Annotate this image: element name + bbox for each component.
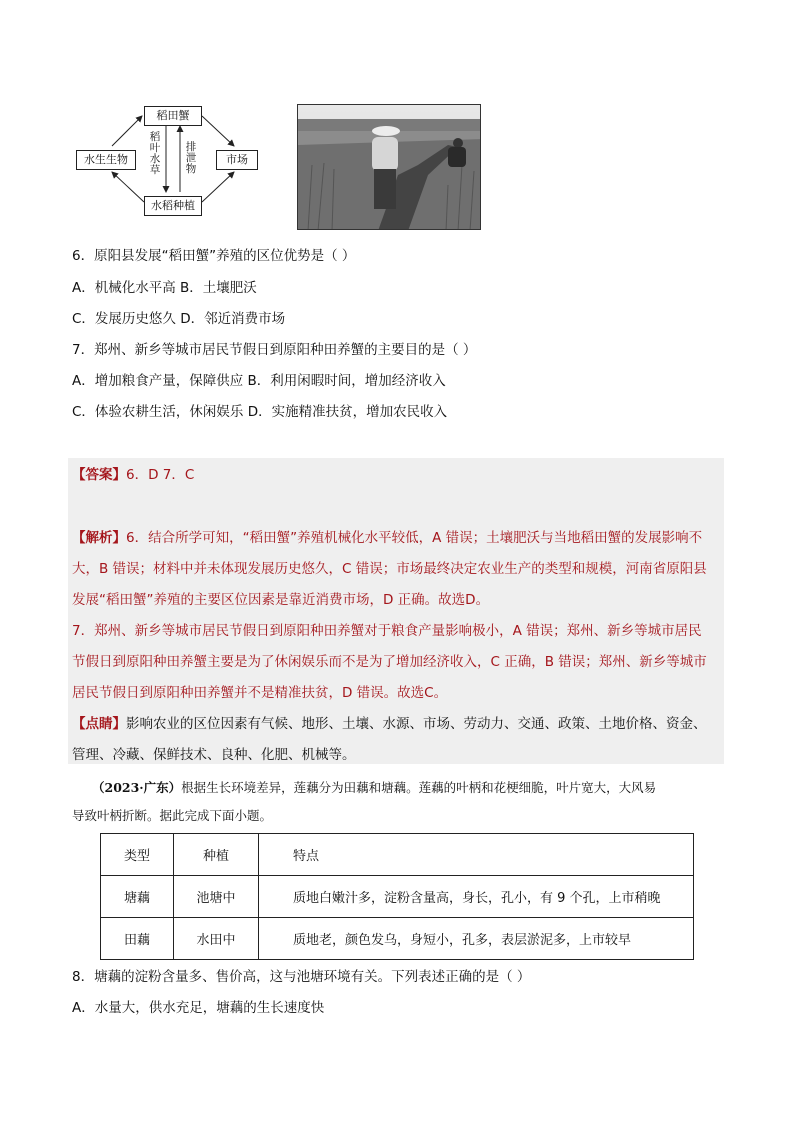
answer-text: 6．D 7．C <box>126 467 195 483</box>
analysis-line-6: 居民节假日到原阳种田养蟹并不是精准扶贫，D 错误。故选C。 <box>72 685 448 701</box>
diagram-node-crab: 稻田蟹 <box>144 106 202 126</box>
analysis-tag: 【解析】 <box>72 530 126 546</box>
intro-text-1: 根据生长环境差异，莲藕分为田藕和塘藕。莲藕的叶柄和花梗细脆，叶片宽大，大风易 <box>181 780 657 795</box>
diagram-node-aquatic: 水生生物 <box>76 150 136 170</box>
table-header-row <box>101 834 694 876</box>
analysis-text-1: 6．结合所学可知，“稻田蟹”养殖机械化水平较低，A 错误；土壤肥沃与当地稻田蟹的发展影响不 <box>126 530 703 546</box>
table-cell: 塘藕 <box>101 876 174 918</box>
q8-stem: 8．塘藕的淀粉含量多、售价高，这与池塘环境有关。下列表述正确的是（ ） <box>72 969 531 985</box>
q7-options-cd: C．体验农耕生活，休闲娱乐 D．实施精准扶贫，增加农民收入 <box>72 404 448 420</box>
table-row <box>101 876 694 918</box>
intro-line-2: 导致叶柄折断。据此完成下面小题。 <box>72 808 273 823</box>
diagram-node-market: 市场 <box>216 150 258 170</box>
tip-line-2: 管理、冷藏、保鲜技术、良种、化肥、机械等。 <box>72 747 356 763</box>
analysis-line-3: 发展“稻田蟹”养殖的主要区位因素是靠近消费市场，D 正确。故选D。 <box>72 592 490 608</box>
table-cell: 质地老，颜色发乌，身短小，孔多，表层淤泥多，上市较早 <box>259 918 694 960</box>
table-cell: 水田中 <box>174 918 259 960</box>
q7-options-ab: A．增加粮食产量，保障供应 B．利用闲暇时间，增加经济收入 <box>72 373 446 389</box>
analysis-line-2: 大，B 错误；材料中并未体现发展历史悠久，C 错误；市场最终决定农业生产的类型和规模，河南省原阳县 <box>72 561 707 577</box>
table-row <box>101 918 694 960</box>
table-cell: 质地白嫩汁多，淀粉含量高，身长，孔小，有 9 个孔，上市稍晚 <box>259 876 694 918</box>
analysis-line-1 <box>72 528 702 548</box>
lotus-root-table <box>100 833 694 960</box>
q8-option-a: A．水量大，供水充足，塘藕的生长速度快 <box>72 1000 325 1016</box>
diagram-label-waste: 排 泄 物 <box>185 141 197 175</box>
q6-options-ab: A．机械化水平高 B．土壤肥沃 <box>72 280 257 296</box>
table-cell: 池塘中 <box>174 876 259 918</box>
tip-text-1: 影响农业的区位因素有气候、地形、土壤、水源、市场、劳动力、交通、政策、土地价格、资金、 <box>126 716 707 732</box>
intro-line-1 <box>92 778 656 798</box>
table-header-type: 类型 <box>101 834 174 876</box>
crab-rice-cycle-diagram <box>76 104 262 220</box>
answer-line <box>72 465 194 485</box>
analysis-line-5: 节假日到原阳种田养蟹主要是为了休闲娱乐而不是为了增加经济收入，C 正确，B 错误；郑州、新乡等城市 <box>72 654 707 670</box>
q7-stem: 7．郑州、新乡等城市居民节假日到原阳种田养蟹的主要目的是（ ） <box>72 342 477 358</box>
table-header-features: 特点 <box>259 834 694 876</box>
intro-source: （2023·广东） <box>92 780 182 795</box>
answer-tag: 【答案】 <box>72 467 126 483</box>
table-cell: 田藕 <box>101 918 174 960</box>
field-photo-illustration <box>298 105 481 230</box>
field-photo <box>297 104 481 230</box>
diagram-label-leaves: 稻 叶 水 草 <box>149 131 161 176</box>
tip-tag: 【点睛】 <box>72 716 126 732</box>
q6-options-cd: C．发展历史悠久 D．邻近消费市场 <box>72 311 286 327</box>
q6-stem: 6．原阳县发展“稻田蟹”养殖的区位优势是（ ） <box>72 248 356 264</box>
tip-line-1 <box>72 714 707 734</box>
analysis-line-4: 7．郑州、新乡等城市居民节假日到原阳种田养蟹对于粮食产量影响极小，A 错误；郑州、新乡等城市居民 <box>72 623 702 639</box>
diagram-node-rice: 水稻种植 <box>144 196 202 216</box>
table-header-planting: 种植 <box>174 834 259 876</box>
